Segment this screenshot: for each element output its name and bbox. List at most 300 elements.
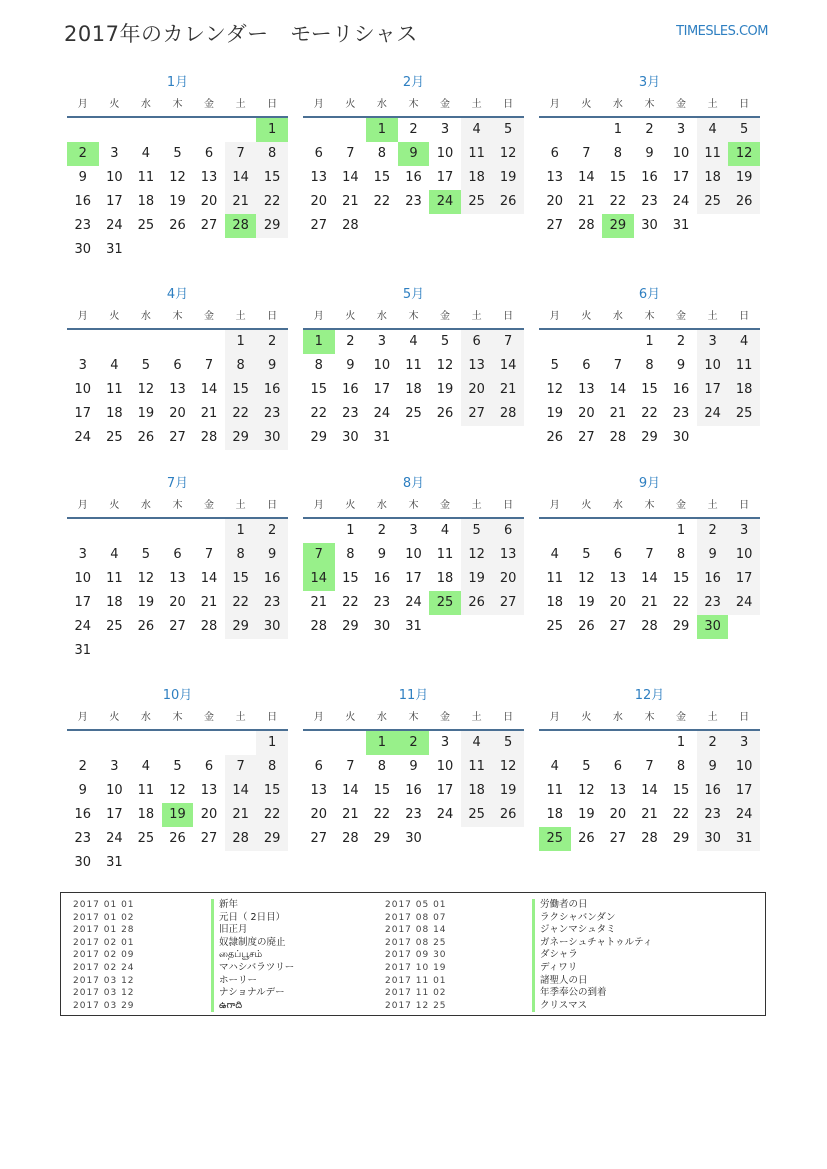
weekday-header bbox=[303, 94, 524, 118]
day-cell: 23 bbox=[342, 406, 359, 421]
day-cell: 3 bbox=[409, 523, 418, 538]
empty-cell bbox=[728, 426, 760, 450]
day-cell: 7 bbox=[204, 547, 214, 562]
weekday-label: 日 bbox=[267, 99, 278, 110]
day-cell: 7 bbox=[492, 330, 524, 354]
day-cell: 13 bbox=[578, 382, 595, 397]
day-cell: 20 bbox=[200, 194, 218, 209]
day-cell: 13 bbox=[609, 783, 627, 798]
day-cell: 12 bbox=[137, 571, 155, 586]
day-cell: 30 bbox=[256, 615, 288, 639]
month-6 bbox=[539, 284, 760, 450]
empty-cell bbox=[99, 330, 131, 354]
day-cell: 26 bbox=[169, 831, 186, 846]
weekday-label: 月 bbox=[549, 99, 560, 110]
day-cell: 13 bbox=[609, 571, 627, 586]
day-cell: 20 bbox=[169, 595, 186, 610]
day-cell: 29 bbox=[641, 430, 658, 445]
day-cell: 9 bbox=[377, 547, 387, 562]
day-cell: 17 bbox=[106, 194, 123, 209]
empty-cell bbox=[634, 519, 666, 543]
empty-cell bbox=[256, 851, 288, 875]
weekday-label: 日 bbox=[503, 712, 514, 723]
month-8 bbox=[303, 473, 524, 639]
day-cell: 10 bbox=[373, 358, 391, 373]
day-cell: 5 bbox=[173, 759, 182, 774]
day-cell: 5 bbox=[173, 146, 182, 161]
day-cell: 22 bbox=[373, 807, 391, 822]
holiday-date: 2017 02 24 bbox=[73, 962, 135, 973]
day-cell: 1 bbox=[346, 523, 355, 538]
weekday-label: 火 bbox=[581, 712, 592, 723]
holiday-date: 2017 11 01 bbox=[385, 975, 447, 986]
day-cell: 20 bbox=[310, 807, 328, 822]
day-cell: 14 bbox=[609, 382, 627, 397]
day-cell: 23 bbox=[641, 194, 658, 209]
day-cell: 10 bbox=[728, 755, 760, 779]
day-cell: 2 bbox=[409, 122, 418, 137]
day-cell: 6 bbox=[461, 330, 493, 354]
day-cell: 12 bbox=[492, 142, 524, 166]
day-grid bbox=[303, 118, 524, 238]
weekday-label: 火 bbox=[109, 712, 120, 723]
day-cell: 14 bbox=[225, 166, 257, 190]
weekday-header bbox=[67, 306, 288, 330]
empty-cell bbox=[461, 615, 493, 639]
day-cell: 11 bbox=[137, 170, 155, 185]
day-cell: 30 bbox=[342, 430, 359, 445]
day-cell: 7 bbox=[613, 358, 623, 373]
month-11 bbox=[303, 685, 524, 851]
holiday-day-cell: 14 bbox=[303, 567, 335, 591]
day-cell: 9 bbox=[78, 170, 87, 185]
day-cell: 4 bbox=[550, 547, 559, 562]
month-name: 5月 bbox=[402, 287, 425, 302]
day-cell: 22 bbox=[672, 807, 690, 822]
weekday-label: 月 bbox=[313, 311, 324, 322]
weekday-label: 土 bbox=[235, 500, 246, 511]
weekday-label: 日 bbox=[267, 500, 278, 511]
day-cell: 16 bbox=[641, 170, 658, 185]
day-cell: 30 bbox=[697, 827, 729, 851]
month-12 bbox=[539, 685, 760, 851]
day-cell: 3 bbox=[728, 731, 760, 755]
day-cell: 30 bbox=[74, 855, 92, 870]
weekday-label: 火 bbox=[345, 311, 356, 322]
day-cell: 26 bbox=[461, 591, 493, 615]
day-cell: 15 bbox=[225, 378, 257, 402]
holiday-date: 2017 02 09 bbox=[73, 950, 135, 961]
weekday-label: 木 bbox=[644, 99, 655, 110]
day-cell: 7 bbox=[346, 146, 355, 161]
day-cell: 16 bbox=[256, 567, 288, 591]
day-cell: 2 bbox=[256, 519, 288, 543]
day-cell: 7 bbox=[582, 146, 591, 161]
empty-cell bbox=[492, 214, 524, 238]
day-cell: 22 bbox=[373, 194, 391, 209]
weekday-label: 木 bbox=[408, 500, 419, 511]
holiday-name: マハシバラツリー bbox=[211, 962, 294, 975]
weekday-label: 水 bbox=[376, 712, 387, 723]
weekday-label: 木 bbox=[644, 712, 655, 723]
day-cell: 22 bbox=[256, 803, 288, 827]
weekday-label: 金 bbox=[440, 712, 451, 723]
day-cell: 10 bbox=[728, 543, 760, 567]
day-cell: 5 bbox=[461, 519, 493, 543]
empty-cell bbox=[162, 851, 194, 875]
empty-cell bbox=[130, 118, 162, 142]
weekday-header bbox=[539, 306, 760, 330]
empty-cell bbox=[539, 118, 571, 142]
day-cell: 4 bbox=[409, 334, 418, 349]
empty-cell bbox=[335, 118, 367, 142]
day-cell: 1 bbox=[676, 523, 686, 538]
empty-cell bbox=[492, 615, 524, 639]
weekday-label: 水 bbox=[140, 712, 151, 723]
holiday-date: 2017 10 19 bbox=[385, 962, 447, 973]
day-cell: 4 bbox=[550, 759, 559, 774]
day-cell: 29 bbox=[256, 827, 288, 851]
site-logo[interactable]: TIMESLES.COM bbox=[676, 24, 768, 39]
empty-cell bbox=[303, 519, 335, 543]
day-cell: 27 bbox=[169, 430, 186, 445]
day-cell: 31 bbox=[728, 827, 760, 851]
weekday-label: 日 bbox=[503, 99, 514, 110]
day-cell: 14 bbox=[492, 354, 524, 378]
holiday-date: 2017 09 30 bbox=[385, 950, 447, 961]
day-cell: 20 bbox=[578, 406, 595, 421]
day-cell: 27 bbox=[310, 218, 328, 233]
day-cell: 30 bbox=[256, 426, 288, 450]
weekday-label: 月 bbox=[77, 712, 88, 723]
day-cell: 21 bbox=[492, 378, 524, 402]
day-cell: 14 bbox=[200, 571, 218, 586]
day-cell: 23 bbox=[74, 218, 92, 233]
day-cell: 30 bbox=[74, 242, 92, 257]
day-cell: 15 bbox=[609, 170, 627, 185]
day-cell: 12 bbox=[137, 382, 155, 397]
day-cell: 16 bbox=[342, 382, 359, 397]
day-cell: 10 bbox=[106, 783, 123, 798]
weekday-label: 水 bbox=[140, 99, 151, 110]
day-cell: 27 bbox=[609, 831, 627, 846]
weekday-label: 月 bbox=[313, 500, 324, 511]
day-cell: 16 bbox=[256, 378, 288, 402]
holiday-name: 諸聖人の日 bbox=[532, 975, 652, 988]
holiday-day-cell: 12 bbox=[728, 142, 760, 166]
day-cell: 13 bbox=[169, 382, 186, 397]
day-cell: 19 bbox=[578, 595, 595, 610]
day-cell: 18 bbox=[546, 595, 564, 610]
day-cell: 13 bbox=[492, 543, 524, 567]
day-cell: 21 bbox=[578, 194, 595, 209]
month-name: 10月 bbox=[162, 688, 193, 703]
holiday-day-cell: 29 bbox=[602, 214, 634, 238]
day-cell: 11 bbox=[546, 783, 564, 798]
day-cell: 15 bbox=[225, 567, 257, 591]
day-cell: 29 bbox=[672, 831, 690, 846]
empty-cell bbox=[193, 639, 225, 663]
holiday-date: 2017 11 02 bbox=[385, 988, 447, 999]
day-cell: 26 bbox=[578, 619, 595, 634]
weekday-label: 金 bbox=[204, 500, 215, 511]
day-cell: 21 bbox=[310, 595, 328, 610]
day-cell: 14 bbox=[641, 783, 658, 798]
day-cell: 16 bbox=[74, 807, 92, 822]
day-cell: 4 bbox=[461, 731, 493, 755]
empty-cell bbox=[461, 827, 493, 851]
holiday-date: 2017 12 25 bbox=[385, 1000, 447, 1011]
day-cell: 8 bbox=[676, 759, 686, 774]
day-cell: 24 bbox=[697, 402, 729, 426]
day-cell: 3 bbox=[440, 735, 450, 750]
day-cell: 24 bbox=[106, 218, 123, 233]
day-cell: 26 bbox=[137, 430, 155, 445]
day-cell: 24 bbox=[74, 430, 92, 445]
weekday-label: 土 bbox=[235, 99, 246, 110]
empty-cell bbox=[303, 118, 335, 142]
holiday-name: 年季奉公の到着 bbox=[532, 987, 652, 1000]
empty-cell bbox=[697, 426, 729, 450]
day-cell: 15 bbox=[641, 382, 658, 397]
day-cell: 31 bbox=[74, 643, 92, 658]
empty-cell bbox=[193, 851, 225, 875]
day-grid bbox=[67, 731, 288, 875]
empty-cell bbox=[697, 214, 729, 238]
empty-cell bbox=[461, 426, 493, 450]
weekday-label: 月 bbox=[549, 500, 560, 511]
holiday-date: 2017 01 28 bbox=[73, 925, 135, 936]
day-cell: 20 bbox=[200, 807, 218, 822]
weekday-label: 金 bbox=[204, 712, 215, 723]
month-name: 7月 bbox=[166, 476, 189, 491]
holiday-date: 2017 03 12 bbox=[73, 988, 135, 999]
day-cell: 1 bbox=[256, 731, 288, 755]
day-cell: 9 bbox=[256, 543, 288, 567]
day-grid bbox=[303, 731, 524, 851]
day-cell: 15 bbox=[672, 571, 690, 586]
day-cell: 28 bbox=[200, 619, 218, 634]
day-cell: 20 bbox=[461, 378, 493, 402]
weekday-label: 月 bbox=[549, 311, 560, 322]
weekday-label: 水 bbox=[612, 99, 623, 110]
day-cell: 8 bbox=[225, 354, 257, 378]
day-cell: 24 bbox=[672, 194, 690, 209]
day-cell: 17 bbox=[373, 382, 391, 397]
weekday-label: 木 bbox=[172, 500, 183, 511]
holiday-name: 元日（ 2日目） bbox=[211, 912, 294, 925]
day-cell: 13 bbox=[169, 571, 186, 586]
day-cell: 15 bbox=[310, 382, 328, 397]
empty-cell bbox=[492, 426, 524, 450]
day-cell: 8 bbox=[314, 358, 323, 373]
day-cell: 6 bbox=[613, 547, 623, 562]
weekday-label: 土 bbox=[235, 311, 246, 322]
day-cell: 21 bbox=[225, 803, 257, 827]
day-cell: 2 bbox=[697, 519, 729, 543]
weekday-label: 日 bbox=[503, 311, 514, 322]
day-cell: 5 bbox=[582, 759, 591, 774]
day-cell: 26 bbox=[578, 831, 595, 846]
day-cell: 19 bbox=[546, 406, 564, 421]
weekday-label: 土 bbox=[235, 712, 246, 723]
day-cell: 18 bbox=[436, 571, 454, 586]
day-cell: 21 bbox=[641, 595, 658, 610]
empty-cell bbox=[193, 330, 225, 354]
weekday-label: 土 bbox=[707, 311, 718, 322]
holiday-name: ダシャラ bbox=[532, 949, 652, 962]
empty-cell bbox=[539, 519, 571, 543]
empty-cell bbox=[256, 639, 288, 663]
day-grid bbox=[539, 118, 760, 238]
month-name: 1月 bbox=[166, 75, 189, 90]
day-cell: 5 bbox=[492, 731, 524, 755]
empty-cell bbox=[225, 238, 257, 262]
day-cell: 23 bbox=[405, 807, 422, 822]
empty-cell bbox=[429, 827, 461, 851]
empty-cell bbox=[225, 118, 257, 142]
holiday-name: ఉగాది bbox=[211, 1000, 294, 1013]
weekday-header bbox=[303, 306, 524, 330]
holiday-name: ディワリ bbox=[532, 962, 652, 975]
holiday-date: 2017 03 29 bbox=[73, 1000, 135, 1011]
day-cell: 21 bbox=[200, 595, 218, 610]
day-cell: 5 bbox=[582, 547, 591, 562]
day-cell: 20 bbox=[609, 807, 627, 822]
day-cell: 22 bbox=[310, 406, 328, 421]
holiday-day-cell: 30 bbox=[697, 615, 729, 639]
day-cell: 18 bbox=[697, 166, 729, 190]
weekday-label: 火 bbox=[109, 311, 120, 322]
weekday-label: 水 bbox=[140, 311, 151, 322]
day-cell: 21 bbox=[200, 406, 218, 421]
day-cell: 13 bbox=[546, 170, 564, 185]
weekday-label: 木 bbox=[644, 311, 655, 322]
day-cell: 2 bbox=[676, 334, 686, 349]
day-cell: 26 bbox=[492, 803, 524, 827]
weekday-label: 土 bbox=[471, 99, 482, 110]
holiday-name: 労働者の日 bbox=[532, 899, 652, 912]
weekday-label: 金 bbox=[204, 311, 215, 322]
month-3 bbox=[539, 72, 760, 238]
empty-cell bbox=[162, 639, 194, 663]
day-cell: 3 bbox=[377, 334, 387, 349]
day-cell: 16 bbox=[672, 382, 690, 397]
month-name: 3月 bbox=[638, 75, 661, 90]
day-cell: 15 bbox=[256, 166, 288, 190]
day-cell: 5 bbox=[141, 547, 151, 562]
day-cell: 11 bbox=[697, 142, 729, 166]
weekday-label: 金 bbox=[676, 311, 687, 322]
weekday-label: 水 bbox=[612, 712, 623, 723]
day-cell: 15 bbox=[672, 783, 690, 798]
day-grid bbox=[67, 118, 288, 262]
day-cell: 11 bbox=[106, 382, 123, 397]
day-cell: 17 bbox=[672, 170, 690, 185]
weekday-label: 土 bbox=[471, 712, 482, 723]
weekday-label: 火 bbox=[345, 500, 356, 511]
holiday-day-cell: 1 bbox=[303, 330, 335, 354]
day-cell: 8 bbox=[225, 543, 257, 567]
month-name: 9月 bbox=[638, 476, 661, 491]
day-cell: 28 bbox=[609, 430, 627, 445]
empty-cell bbox=[429, 214, 461, 238]
holiday-day-cell: 7 bbox=[303, 543, 335, 567]
empty-cell bbox=[193, 731, 225, 755]
day-cell: 11 bbox=[546, 571, 564, 586]
weekday-label: 月 bbox=[77, 311, 88, 322]
day-cell: 7 bbox=[645, 547, 654, 562]
day-cell: 19 bbox=[492, 166, 524, 190]
day-cell: 11 bbox=[106, 571, 123, 586]
empty-cell bbox=[67, 118, 99, 142]
day-cell: 10 bbox=[697, 354, 729, 378]
day-cell: 4 bbox=[110, 358, 119, 373]
day-cell: 26 bbox=[169, 218, 186, 233]
day-cell: 2 bbox=[346, 334, 355, 349]
day-cell: 3 bbox=[110, 759, 119, 774]
day-cell: 7 bbox=[225, 142, 257, 166]
day-cell: 25 bbox=[728, 402, 760, 426]
day-cell: 30 bbox=[641, 218, 658, 233]
day-cell: 17 bbox=[728, 779, 760, 803]
day-cell: 16 bbox=[697, 779, 729, 803]
day-cell: 21 bbox=[641, 807, 658, 822]
empty-cell bbox=[602, 519, 634, 543]
day-cell: 25 bbox=[461, 803, 493, 827]
day-cell: 13 bbox=[461, 354, 493, 378]
day-cell: 16 bbox=[697, 567, 729, 591]
empty-cell bbox=[602, 330, 634, 354]
empty-cell bbox=[539, 330, 571, 354]
day-cell: 1 bbox=[613, 122, 623, 137]
day-cell: 25 bbox=[106, 430, 123, 445]
day-cell: 16 bbox=[405, 783, 422, 798]
holiday-day-cell: 1 bbox=[256, 118, 288, 142]
day-cell: 23 bbox=[256, 591, 288, 615]
empty-cell bbox=[461, 214, 493, 238]
day-cell: 8 bbox=[256, 755, 288, 779]
weekday-label: 土 bbox=[707, 99, 718, 110]
day-cell: 18 bbox=[106, 406, 123, 421]
day-cell: 9 bbox=[697, 755, 729, 779]
day-cell: 27 bbox=[546, 218, 564, 233]
empty-cell bbox=[303, 731, 335, 755]
day-cell: 12 bbox=[461, 543, 493, 567]
day-cell: 15 bbox=[373, 170, 391, 185]
empty-cell bbox=[429, 426, 461, 450]
weekday-header bbox=[539, 495, 760, 519]
weekday-label: 金 bbox=[676, 712, 687, 723]
day-cell: 8 bbox=[676, 547, 686, 562]
holiday-name: ジャンマシュタミ bbox=[532, 924, 652, 937]
day-cell: 23 bbox=[697, 591, 729, 615]
empty-cell bbox=[634, 731, 666, 755]
day-cell: 6 bbox=[314, 146, 323, 161]
day-cell: 29 bbox=[310, 430, 328, 445]
day-cell: 28 bbox=[342, 831, 359, 846]
day-cell: 17 bbox=[405, 571, 422, 586]
weekday-label: 水 bbox=[376, 99, 387, 110]
day-cell: 25 bbox=[546, 619, 564, 634]
day-cell: 19 bbox=[728, 166, 760, 190]
day-cell: 28 bbox=[578, 218, 595, 233]
day-cell: 8 bbox=[613, 146, 623, 161]
empty-cell bbox=[67, 330, 99, 354]
day-cell: 6 bbox=[492, 519, 524, 543]
day-cell: 22 bbox=[256, 190, 288, 214]
day-cell: 22 bbox=[342, 595, 359, 610]
